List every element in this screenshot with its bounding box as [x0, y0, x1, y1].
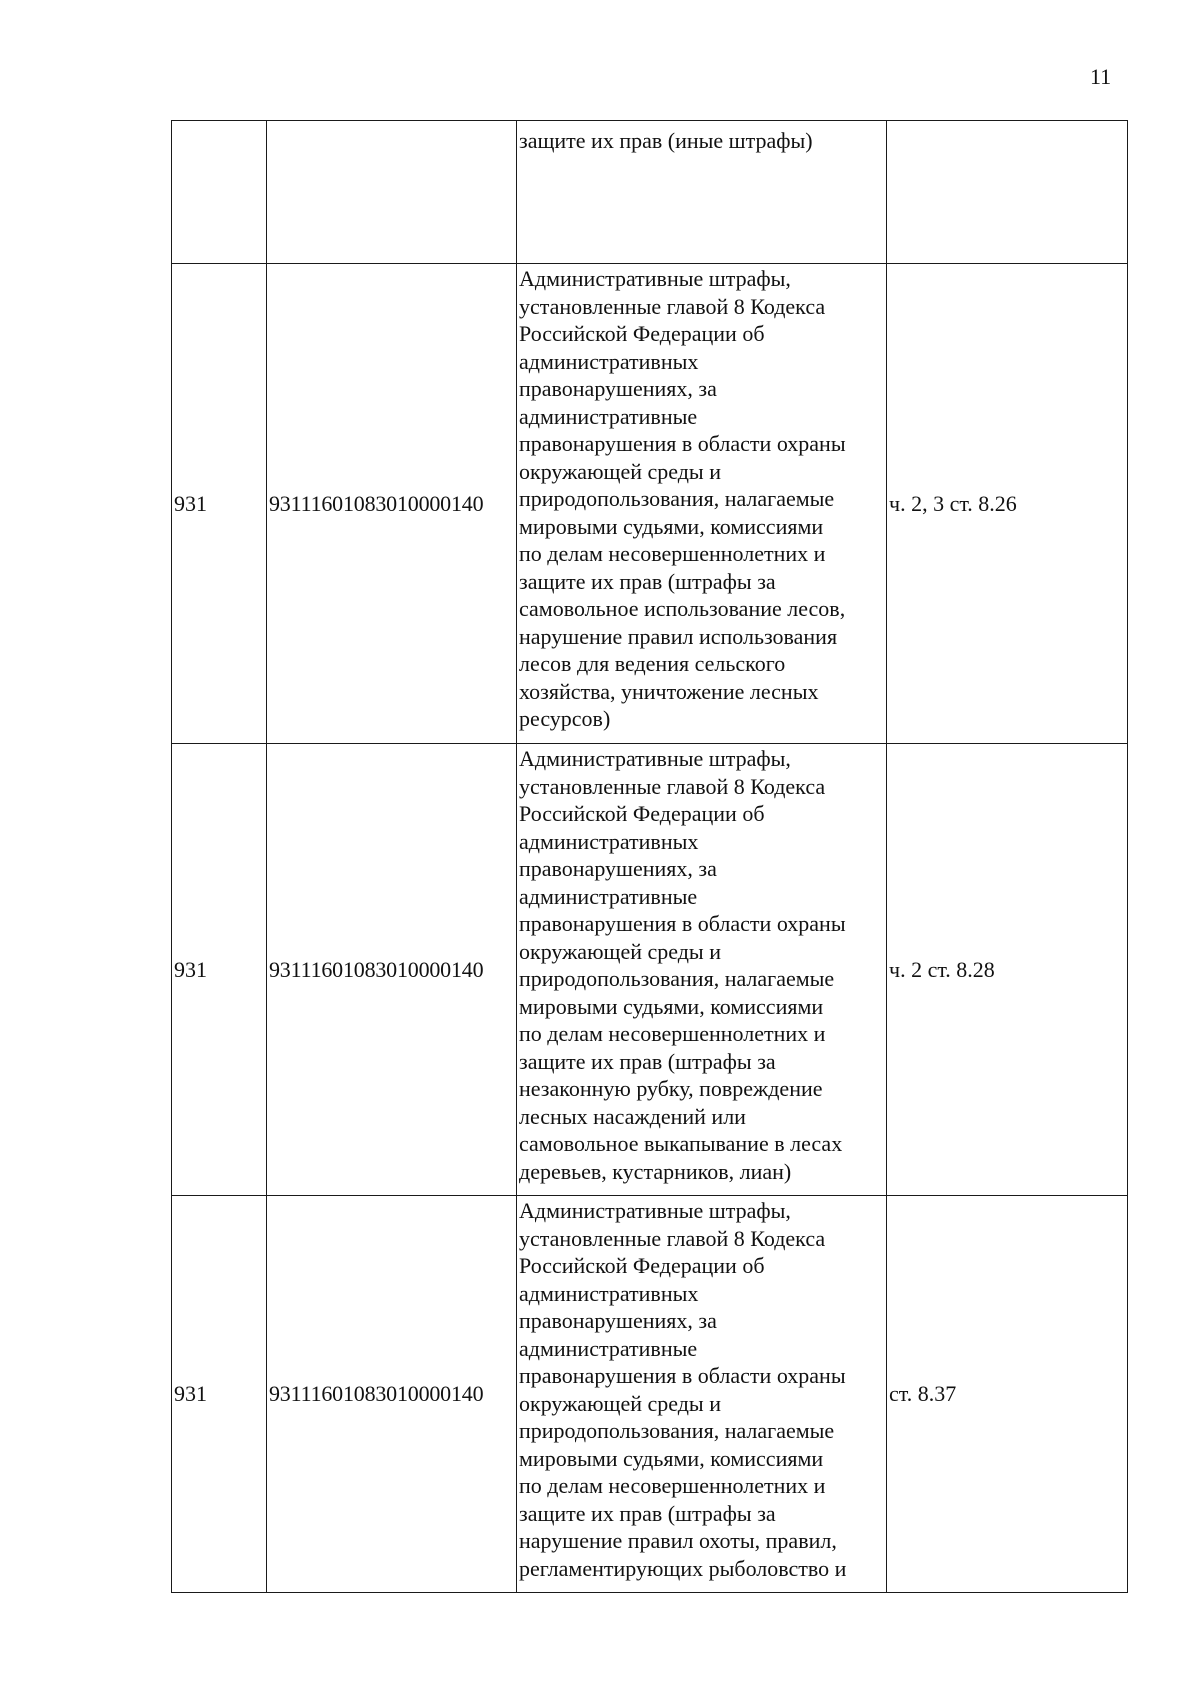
- description-line: установленные главой 8 Кодекса: [519, 773, 826, 799]
- description-line: лесных насаждений или: [519, 1103, 746, 1129]
- description-line: правонарушения в области охраны: [519, 911, 846, 936]
- description-line: регламентирующих рыболовство и: [519, 1555, 847, 1581]
- description-line: мировыми судьями, комиссиями: [519, 993, 824, 1019]
- description-line: административных: [519, 828, 699, 854]
- admin-code-cell: 931: [172, 744, 267, 1196]
- description-line: природопользования, налагаемые: [519, 966, 835, 991]
- description-line: защите их прав (штрафы за: [519, 1048, 776, 1074]
- description-line: административные: [519, 883, 698, 909]
- description-line: по делам несовершеннолетних и: [519, 1473, 826, 1498]
- description-line: нарушение правил использования: [519, 623, 838, 649]
- description-line: нарушение правил охоты, правил,: [519, 1528, 837, 1553]
- description-line: по делам несовершеннолетних и: [519, 1021, 826, 1046]
- description-line: природопользования, налагаемые: [519, 1418, 835, 1443]
- description-cell: [517, 121, 887, 264]
- admin-code-cell: 931: [172, 1196, 267, 1593]
- description-line: самовольное использование лесов,: [519, 596, 846, 621]
- article-cell: ст. 8.37: [887, 1196, 1128, 1593]
- description-line: окружающей среды и: [519, 1390, 721, 1416]
- description-line: установленные главой 8 Кодекса: [519, 1225, 826, 1251]
- table-row: [172, 1196, 1128, 1593]
- description-line: Российской Федерации об: [519, 801, 765, 826]
- description-line: административные: [519, 1335, 698, 1361]
- description-line: Административные штрафы,: [519, 266, 791, 291]
- article-cell: [887, 121, 1128, 264]
- description-line: самовольное выкапывание в лесах: [519, 1131, 843, 1156]
- description-line: мировыми судьями, комиссиями: [519, 1445, 824, 1471]
- fines-table: [171, 120, 1128, 1593]
- description-line: административных: [519, 348, 699, 374]
- description-line: незаконную рубку, повреждение: [519, 1076, 823, 1101]
- description-line: защите их прав (штрафы за: [519, 1500, 776, 1526]
- description-line: административные: [519, 403, 698, 429]
- description-cell: [517, 744, 887, 1196]
- description-line: ресурсов): [519, 706, 611, 731]
- description-line: Административные штрафы,: [519, 1198, 791, 1223]
- kbk-cell: 93111601083010000140: [267, 1196, 517, 1593]
- kbk-cell: [267, 121, 517, 264]
- table-row: [172, 264, 1128, 744]
- description-line: защите их прав (штрафы за: [519, 568, 776, 594]
- page-number: 11: [1090, 64, 1112, 89]
- description-line: окружающей среды и: [519, 458, 721, 484]
- description-line: установленные главой 8 Кодекса: [519, 293, 826, 319]
- description-cell: [517, 264, 887, 744]
- description-line: правонарушения в области охраны: [519, 431, 846, 456]
- description-line: мировыми судьями, комиссиями: [519, 513, 824, 539]
- description-line: Административные штрафы,: [519, 746, 791, 771]
- description-line: природопользования, налагаемые: [519, 486, 835, 511]
- description-line: хозяйства, уничтожение лесных: [519, 678, 819, 704]
- admin-code-cell: [172, 121, 267, 264]
- admin-code-cell: 931: [172, 264, 267, 744]
- description-line: правонарушениях, за: [519, 1308, 717, 1333]
- description-cell: [517, 1196, 887, 1593]
- description-line: окружающей среды и: [519, 938, 721, 964]
- kbk-cell: 93111601083010000140: [267, 744, 517, 1196]
- description-line: правонарушениях, за: [519, 376, 717, 401]
- article-cell: ч. 2, 3 ст. 8.26: [887, 264, 1128, 744]
- kbk-cell: 93111601083010000140: [267, 264, 517, 744]
- description-line: лесов для ведения сельского: [519, 651, 786, 676]
- table-row: [172, 744, 1128, 1196]
- description-line: Российской Федерации об: [519, 1253, 765, 1278]
- description-line: административных: [519, 1280, 699, 1306]
- description-line: по делам несовершеннолетних и: [519, 541, 826, 566]
- description-line: правонарушения в области охраны: [519, 1363, 846, 1388]
- description-line: деревьев, кустарников, лиан): [519, 1158, 792, 1184]
- article-cell: ч. 2 ст. 8.28: [887, 744, 1128, 1196]
- description-line: правонарушениях, за: [519, 856, 717, 881]
- description-line: Российской Федерации об: [519, 321, 765, 346]
- table-row: [172, 121, 1128, 264]
- description-line: защите их прав (иные штрафы): [519, 128, 813, 153]
